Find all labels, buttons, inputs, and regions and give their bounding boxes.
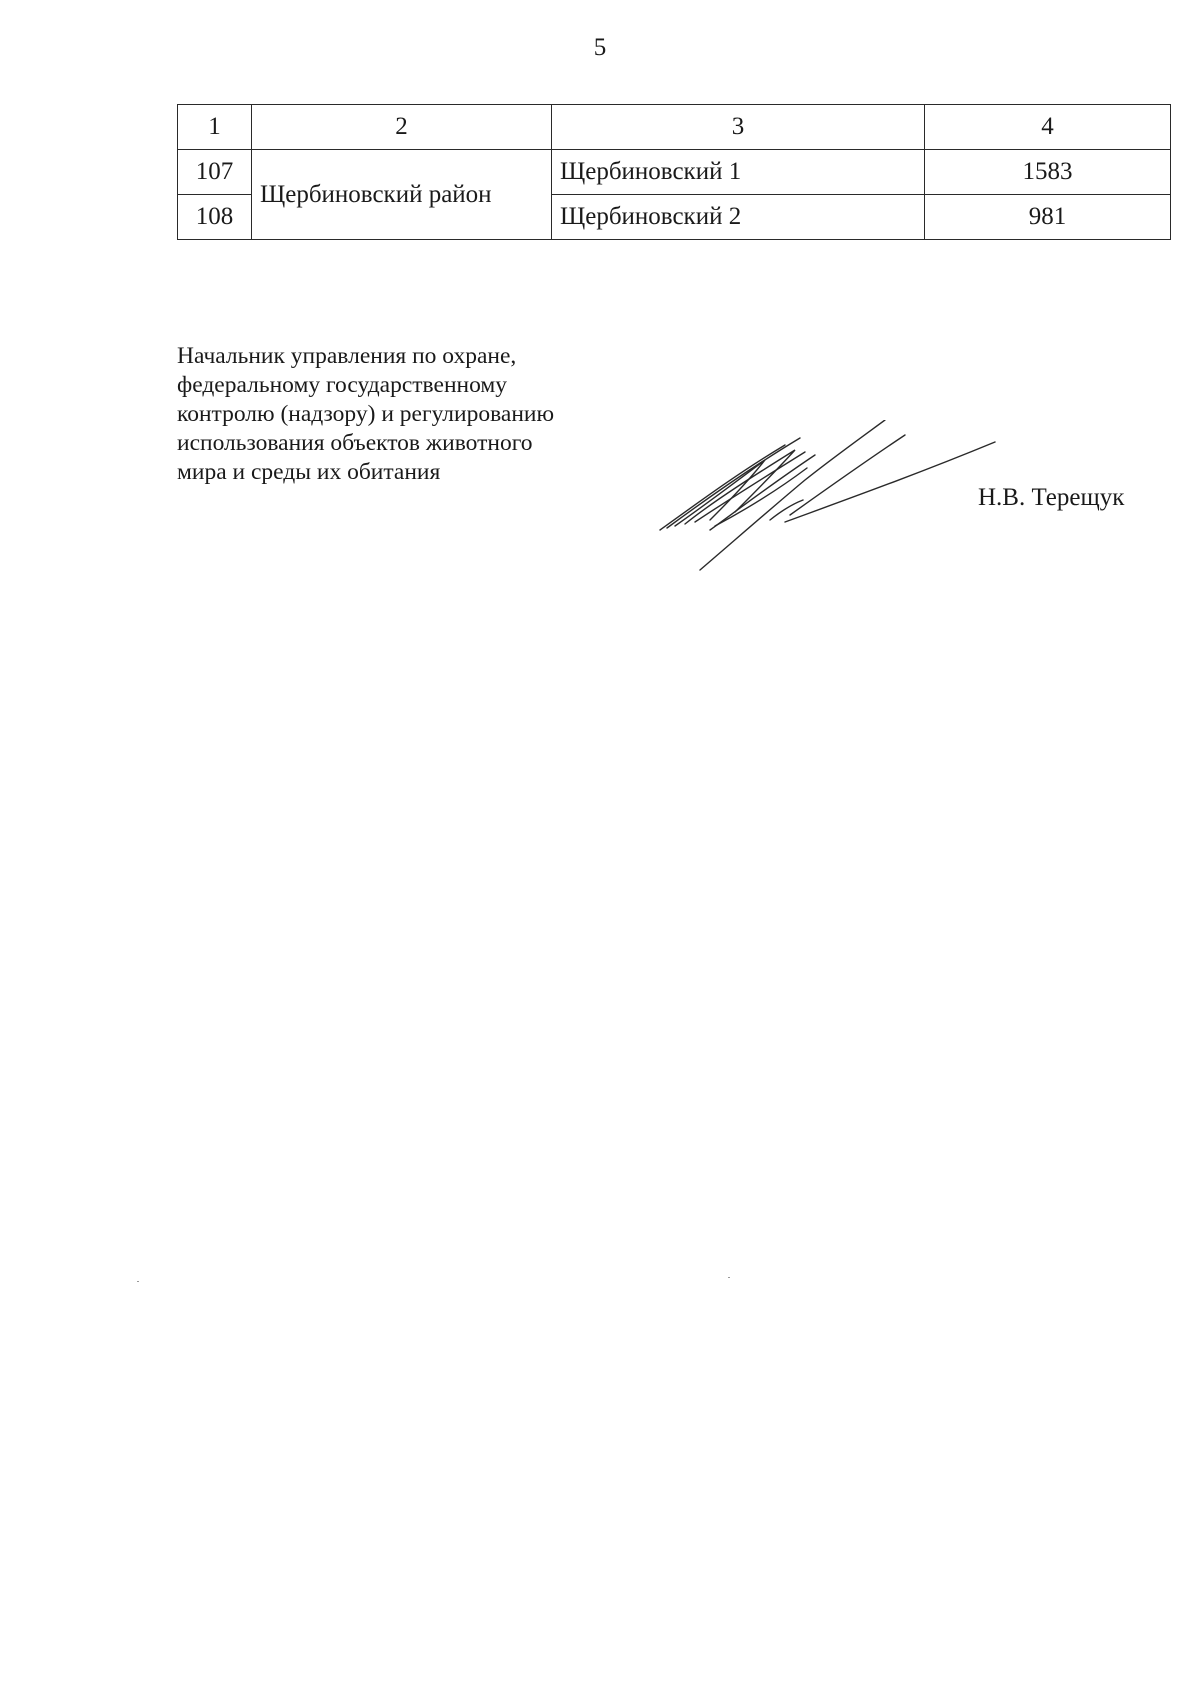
column-header: 3 [552, 105, 925, 150]
table-header-row [178, 105, 1171, 150]
district-cell: Щербиновский район [252, 150, 552, 240]
area-cell: Щербиновский 1 [552, 150, 925, 195]
position-line: мира и среды их обитания [177, 459, 441, 485]
position-line: федеральному государственному [177, 372, 508, 398]
column-header: 1 [178, 105, 252, 150]
position-line: контролю (надзору) и регулированию [177, 401, 555, 427]
scan-artifact [137, 1281, 139, 1282]
data-table [177, 104, 1171, 240]
signer-name: Н.В. Терещук [978, 484, 1125, 511]
value-cell: 1583 [925, 150, 1171, 195]
column-header: 4 [925, 105, 1171, 150]
scan-artifact [728, 1277, 730, 1278]
area-cell: Щербиновский 2 [552, 195, 925, 240]
value-cell: 981 [925, 195, 1171, 240]
position-line: Начальник управления по охране, [177, 343, 517, 369]
position-line: использования объектов животного [177, 430, 533, 456]
table-row [178, 150, 1171, 195]
row-number: 107 [178, 150, 252, 195]
row-number: 108 [178, 195, 252, 240]
page-number: 5 [593, 34, 607, 61]
column-header: 2 [252, 105, 552, 150]
handwritten-signature [655, 420, 1030, 580]
signer-position [177, 342, 554, 487]
